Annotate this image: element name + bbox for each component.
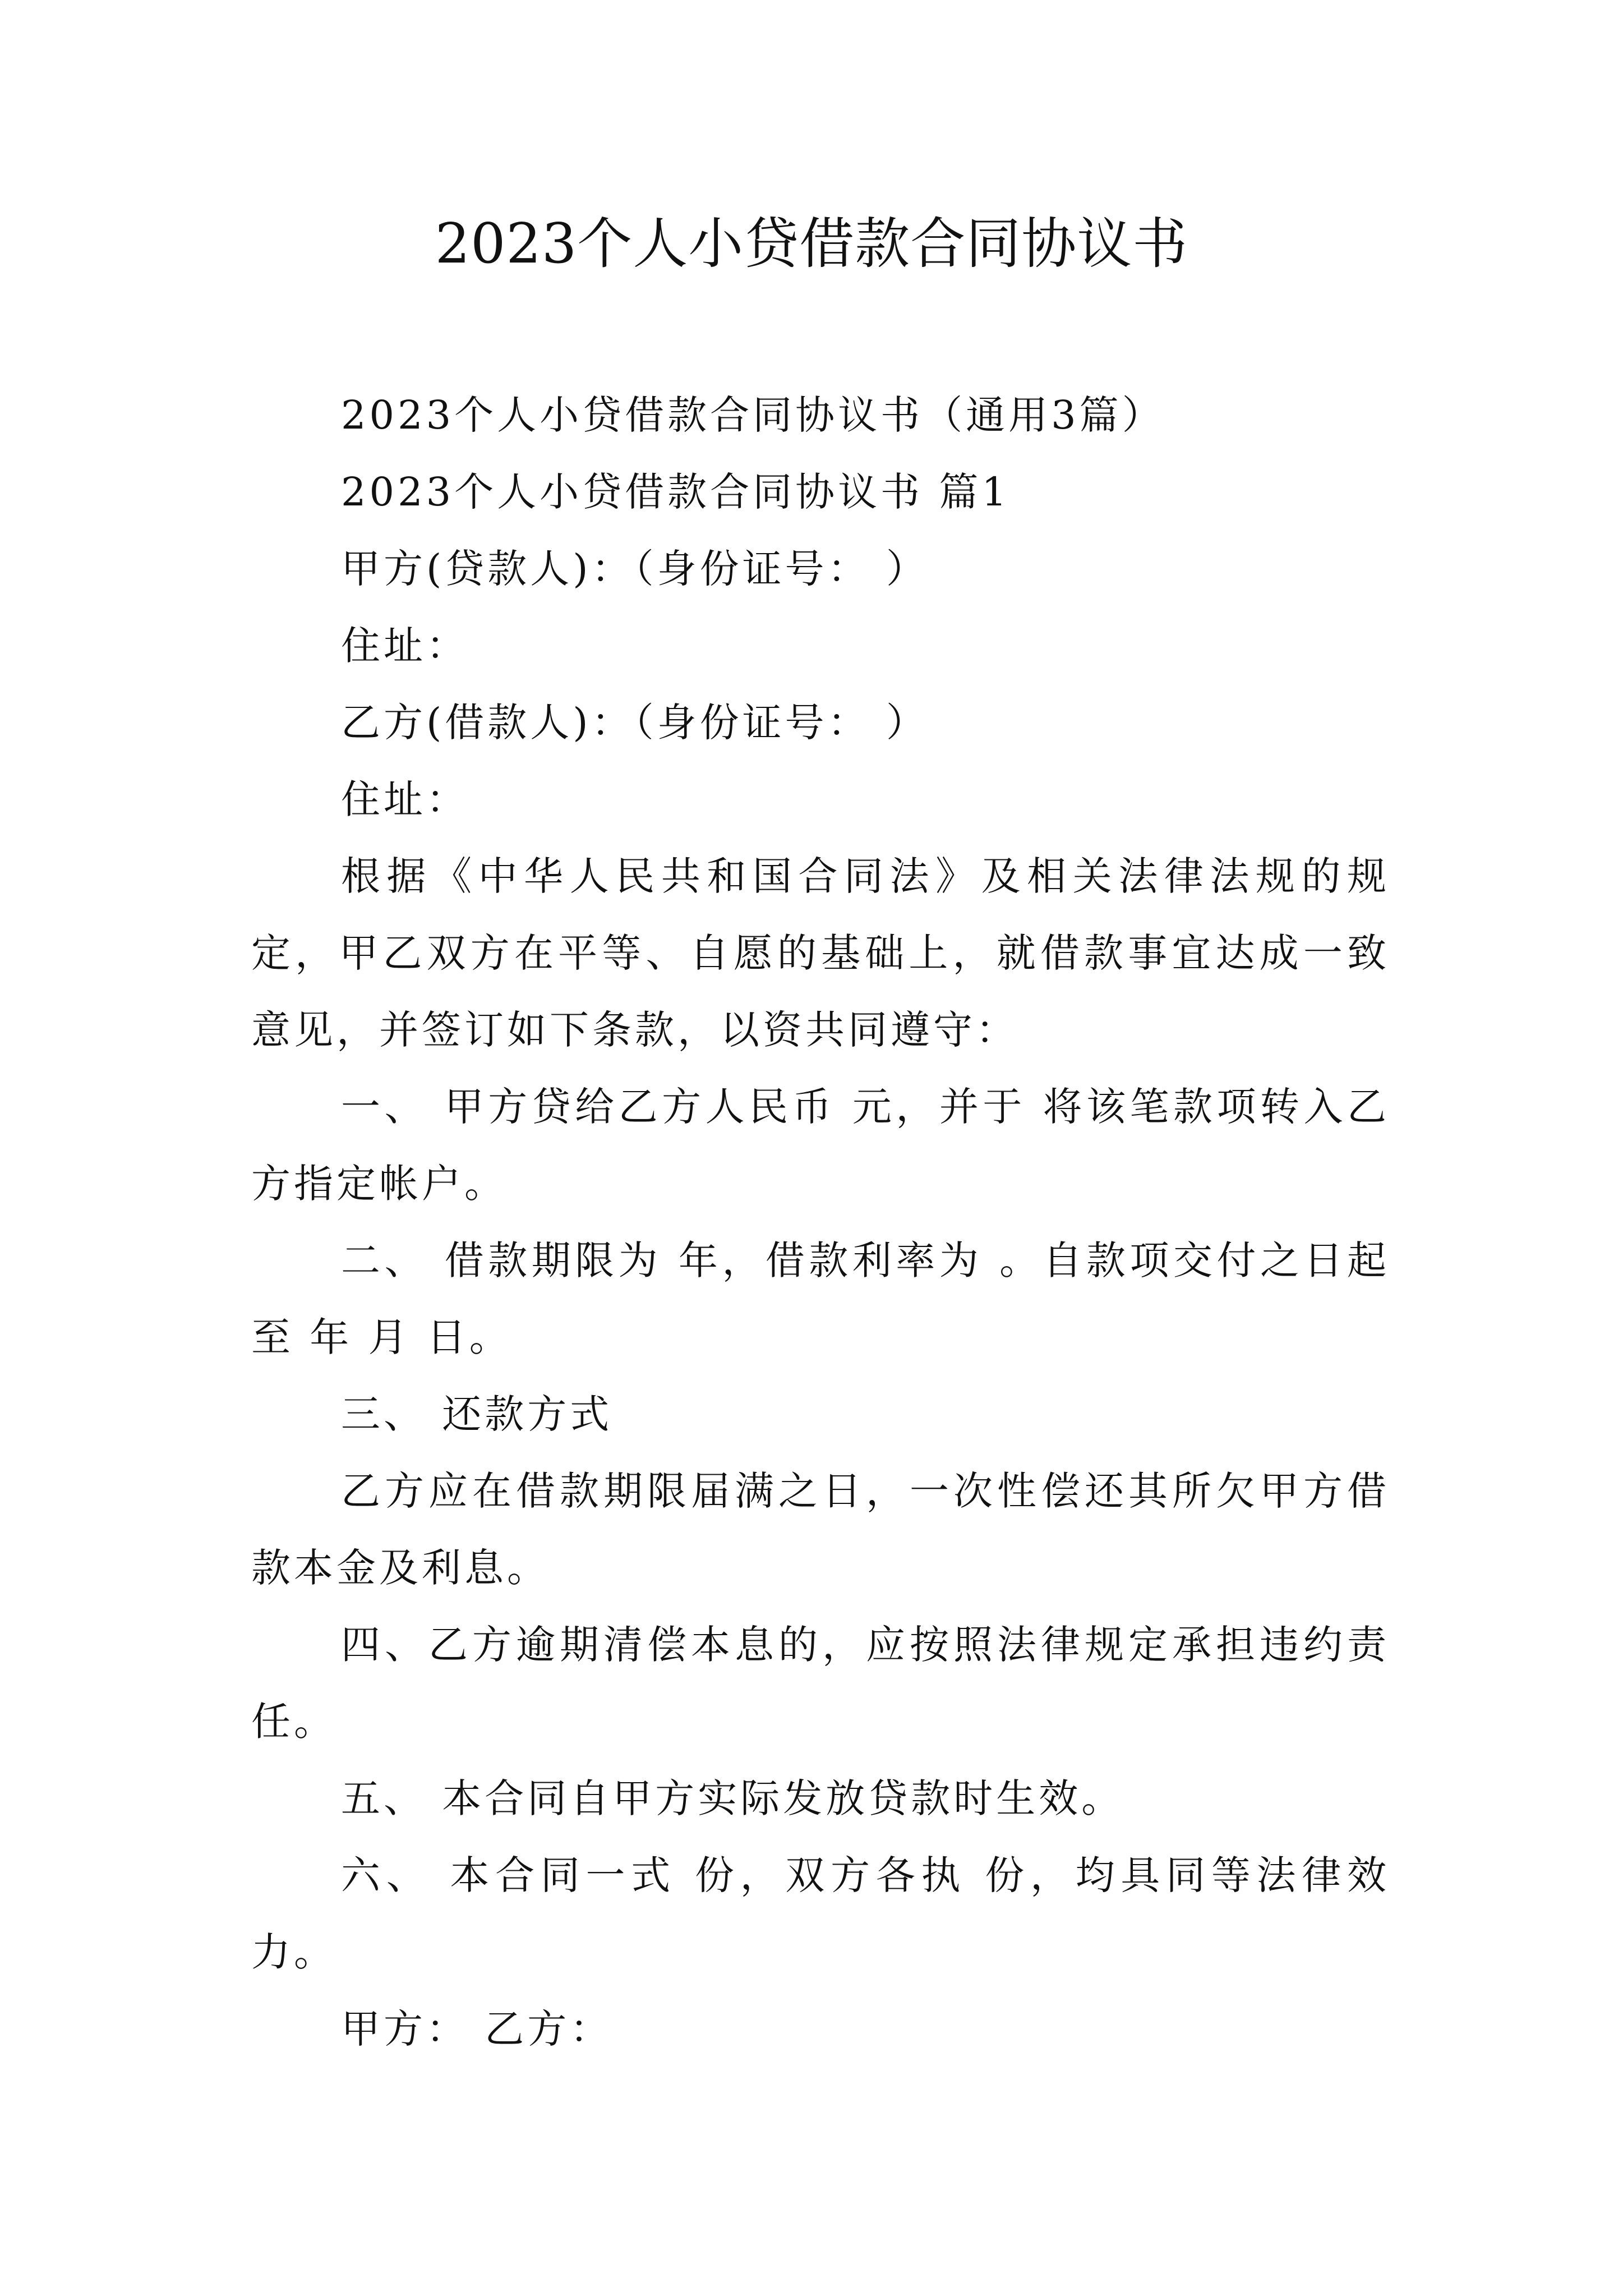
- party-a-line: 甲方(贷款人)：（身份证号： ）: [341, 546, 929, 592]
- clause-2: 二、 借款期限为 年，借款利率为 。自款项交付之日起至 年 月 日。: [251, 1237, 1390, 1360]
- subtitle-collection: 2023个人小贷借款合同协议书（通用3篇）: [341, 392, 1165, 438]
- clause-1: 一、 甲方贷给乙方人民币 元，并于 将该笔款项转入乙方指定帐户。: [251, 1084, 1390, 1207]
- document-title: 2023个人小贷借款合同协议书: [435, 212, 1188, 276]
- party-a-address: 住址：: [341, 623, 469, 669]
- clause-5: 五、 本合同自甲方实际发放贷款时生效。: [341, 1775, 1124, 1821]
- signature-line: 甲方： 乙方：: [341, 2006, 613, 2052]
- clause-6: 六、 本合同一式 份，双方各执 份，均具同等法律效力。: [251, 1852, 1390, 1975]
- preamble-paragraph: 根据《中华人民共和国合同法》及相关法律法规的规定，甲乙双方在平等、自愿的基础上，就借款事宜达成一致意见，并签订如下条款，以资共同遵守：: [251, 853, 1390, 1053]
- subtitle-part-1: 2023个人小贷借款合同协议书 篇1: [341, 469, 1010, 515]
- party-b-line: 乙方(借款人)：（身份证号： ）: [341, 700, 929, 746]
- clause-4: 四、乙方逾期清偿本息的，应按照法律规定承担违约责任。: [251, 1622, 1390, 1745]
- party-b-address: 住址：: [341, 776, 469, 822]
- clause-3-heading: 三、 还款方式: [341, 1391, 613, 1437]
- clause-3-body: 乙方应在借款期限届满之日，一次性偿还其所欠甲方借款本金及利息。: [251, 1468, 1390, 1591]
- document-body: [251, 377, 1390, 2068]
